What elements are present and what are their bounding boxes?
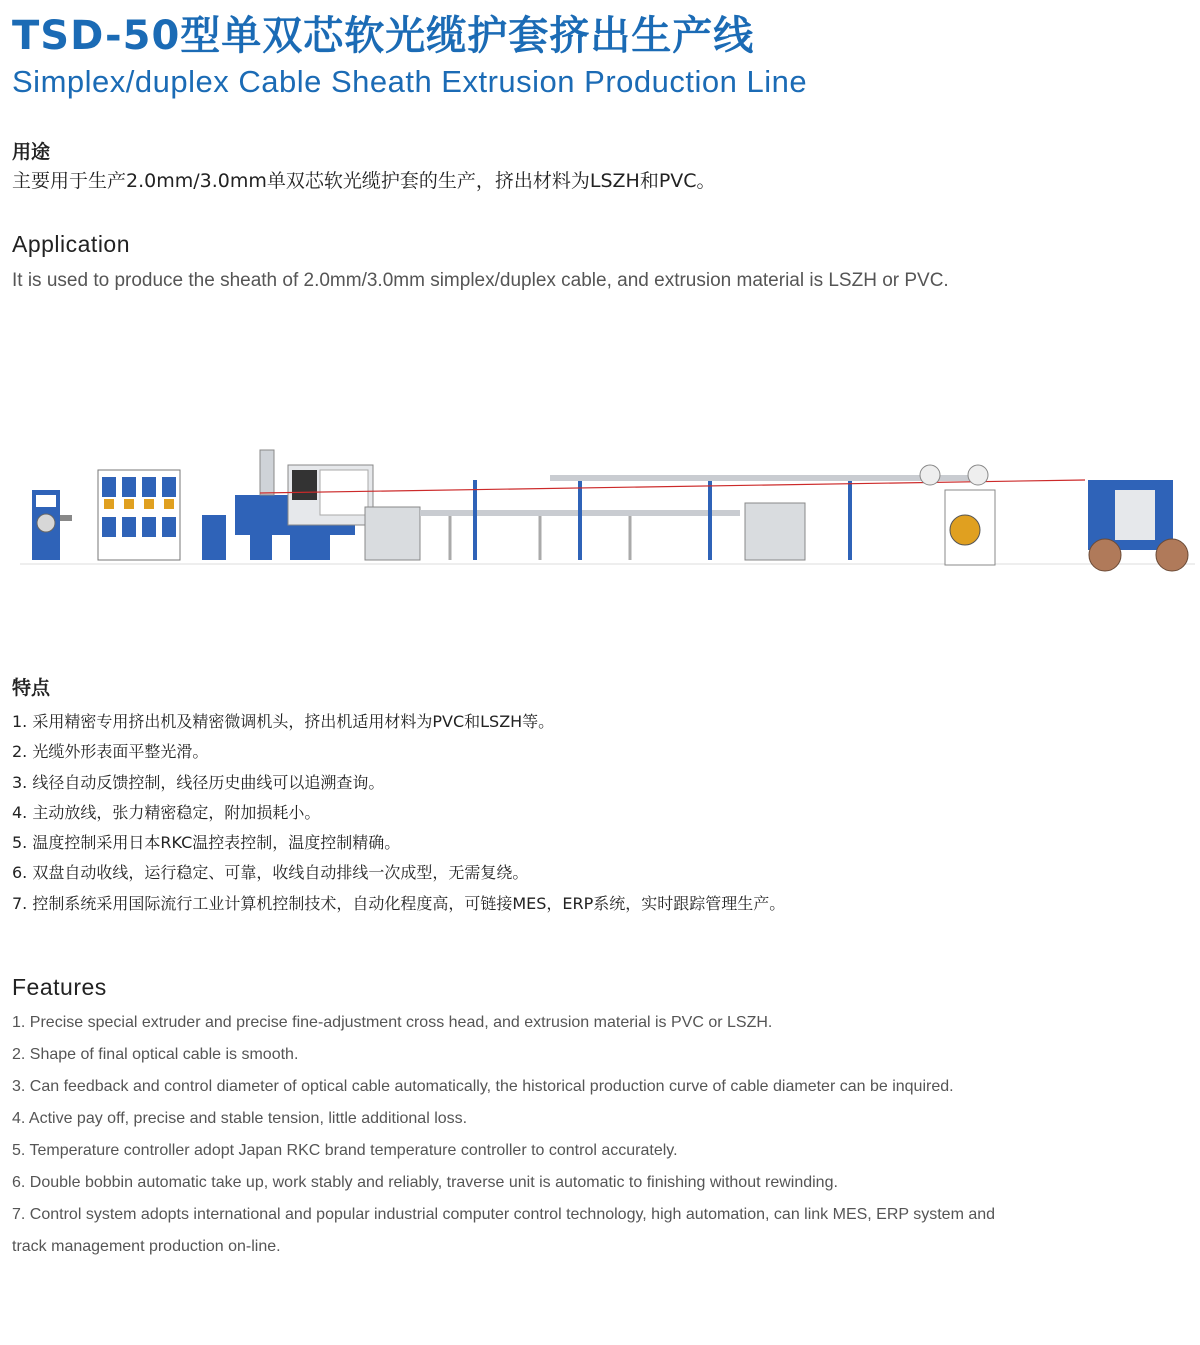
- feature-item-cn: 1. 采用精密专用挤出机及精密微调机头，挤出机适用材料为PVC和LSZH等。: [12, 712, 555, 731]
- production-line-image: [20, 435, 1195, 580]
- feature-item-en: 3. Can feedback and control diameter of optical cable automatically, the historical production curve of cable diameter can be inquired.: [12, 1078, 954, 1095]
- preheater: [202, 515, 226, 560]
- multi-payoff-frame: [98, 470, 180, 560]
- features-list-cn: [12, 707, 785, 919]
- feature-item-cn: 6. 双盘自动收线，运行稳定、可靠，收线自动排线一次成型，无需复绕。: [12, 863, 529, 883]
- page-title-cn: TSD-50型单双芯软光缆护套挤出生产线: [12, 13, 755, 59]
- take-up-unit: [1088, 480, 1188, 571]
- overhead-rail: [550, 475, 980, 481]
- feature-item-en: 7. Control system adopts international and popular industrial computer control technology, high automation, can link MES, ERP system and track management production on-line.: [12, 1206, 996, 1255]
- feature-item-en: 2. Shape of final optical cable is smooth.: [12, 1046, 299, 1063]
- feature-item-en: 1. Precise special extruder and precise fine-adjustment cross head, and extrusion material is PVC or LSZH.: [12, 1014, 773, 1031]
- page-title-en: Simplex/duplex Cable Sheath Extrusion Production Line: [12, 64, 808, 99]
- features-heading-cn: 特点: [12, 677, 51, 699]
- feature-item-en: 6. Double bobbin automatic take up, work stably and reliably, traverse unit is automatic to finishing without rewinding.: [12, 1174, 838, 1191]
- feature-item-cn: 2. 光缆外形表面平整光滑。: [12, 742, 209, 762]
- feature-item-cn: 4. 主动放线，张力精密稳定，附加损耗小。: [12, 802, 321, 822]
- payoff-stand: [32, 490, 72, 560]
- feature-item-cn: 5. 温度控制采用日本RKC温控表控制，温度控制精确。: [12, 833, 401, 853]
- cooling-trough: [365, 480, 850, 560]
- feature-item-en: 5. Temperature controller adopt Japan RKC brand temperature controller to control accurately.: [12, 1142, 678, 1159]
- usage-heading-cn: 用途: [12, 141, 51, 163]
- application-text-en: It is used to produce the sheath of 2.0mm/3.0mm simplex/duplex cable, and extrusion material is LSZH or PVC.: [12, 270, 949, 291]
- features-heading-en: Features: [12, 974, 107, 1000]
- feature-item-en: 4. Active pay off, precise and stable tension, little additional loss.: [12, 1110, 468, 1127]
- usage-text-cn: 主要用于生产2.0mm/3.0mm单双芯软光缆护套的生产，挤出材料为LSZH和PVC。: [12, 170, 716, 192]
- feature-item-cn: 7. 控制系统采用国际流行工业计算机控制技术，自动化程度高，可链接MES，ERP系统，实时跟踪管理生产。: [12, 893, 786, 913]
- feature-item-cn: 3. 线径自动反馈控制，线径历史曲线可以追溯查询。: [12, 772, 385, 792]
- extruder: [235, 450, 373, 560]
- features-list-en: [12, 1007, 1012, 1263]
- application-heading-en: Application: [12, 231, 131, 257]
